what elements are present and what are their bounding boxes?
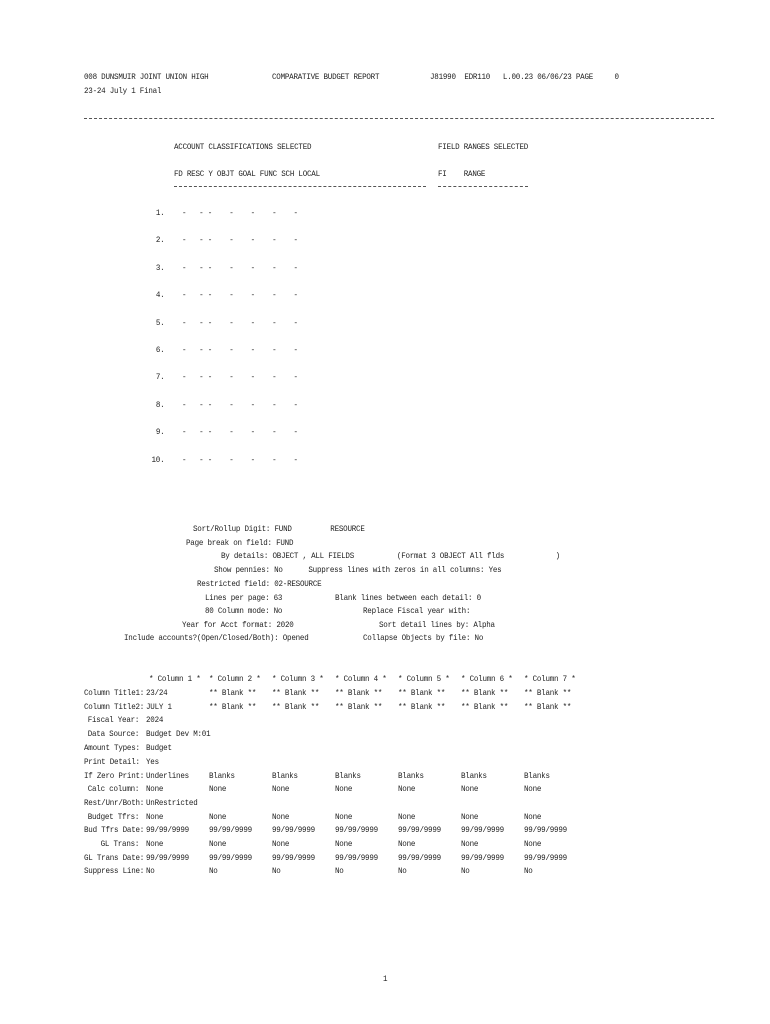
selection-row-pattern: - - - - - - - <box>182 209 298 218</box>
column-row-value: None <box>461 785 479 794</box>
column-row-label: Amount Types: <box>84 744 140 753</box>
column-row-value: No <box>524 867 533 876</box>
column-row-value: No <box>335 867 344 876</box>
column-row-value: ** Blank ** <box>461 703 509 712</box>
column-row-value: No <box>272 867 281 876</box>
column-header: * Column 5 * <box>398 675 450 684</box>
column-row-value: ** Blank ** <box>272 703 320 712</box>
column-row-value: None <box>461 813 479 822</box>
column-row-label: If Zero Print: <box>84 772 145 781</box>
column-row-value: 99/99/9999 <box>461 854 504 863</box>
column-row-value: None <box>398 840 416 849</box>
selection-row-pattern: - - - - - - - <box>182 236 298 246</box>
column-row-value: ** Blank ** <box>272 689 320 698</box>
column-row-value: None <box>461 840 479 849</box>
column-row-label: GL Trans: <box>100 840 140 849</box>
account-columns-underline <box>174 186 426 187</box>
selection-row-number: 4. <box>155 291 165 301</box>
column-row-value: None <box>146 813 164 822</box>
selection-row-pattern: - - - - - - - <box>182 400 298 410</box>
column-row-value: 99/99/9999 <box>524 854 567 863</box>
field-columns-underline <box>438 186 528 187</box>
column-row-value: Budget Dev M:01 <box>146 730 211 739</box>
selection-row-number: 3. <box>155 263 165 273</box>
column-row-label: Data Source: <box>87 730 140 739</box>
column-row-value: None <box>272 840 290 849</box>
column-row-label: Bud Tfrs Date: <box>84 826 145 835</box>
column-row-label: Column Title2: <box>84 703 145 712</box>
column-row-value: None <box>398 785 416 794</box>
sort-rollup-option: Sort/Rollup Digit: FUND RESOURCE <box>193 525 365 534</box>
column-row-value: ** Blank ** <box>335 703 383 712</box>
column-row-value: 99/99/9999 <box>272 826 315 835</box>
include-accounts-option: Include accounts?(Open/Closed/Both): Opened <box>124 634 309 643</box>
column-header: * Column 7 * <box>524 675 576 684</box>
column-row-value: Blanks <box>461 772 487 781</box>
selection-row-pattern: - - - - - - - <box>182 455 298 465</box>
column-row-value: ** Blank ** <box>398 703 446 712</box>
column-row-label: Print Detail: <box>84 758 140 767</box>
selection-row-pattern: - - - - - - - <box>182 318 298 328</box>
selection-row-pattern: - - - - - - - <box>182 346 298 355</box>
col80-option: 80 Column mode: No <box>205 607 283 616</box>
column-header: * Column 3 * <box>272 675 324 684</box>
column-row-value: Blanks <box>524 772 550 781</box>
account-classifications-heading: ACCOUNT CLASSIFICATIONS SELECTED <box>174 143 312 152</box>
column-row-value: 99/99/9999 <box>146 826 189 835</box>
selection-row-number: 2. <box>155 236 165 246</box>
field-ranges-heading: FIELD RANGES SELECTED <box>438 143 529 152</box>
column-row-value: ** Blank ** <box>524 703 572 712</box>
column-row-value: Blanks <box>398 772 424 781</box>
column-row-value: None <box>272 813 290 822</box>
selection-row-pattern: - - - - - - - <box>182 291 298 301</box>
collapse-objects-option: Collapse Objects by file: No <box>363 634 484 643</box>
column-row-value: No <box>209 867 218 876</box>
column-row-value: ** Blank ** <box>524 689 572 698</box>
column-row-label: Suppress Line: <box>84 867 145 876</box>
column-row-value: 99/99/9999 <box>398 826 441 835</box>
column-header: * Column 2 * <box>209 675 261 684</box>
column-row-value: Blanks <box>272 772 298 781</box>
column-row-value: Budget <box>146 744 172 753</box>
column-row-label: GL Trans Date: <box>84 854 145 863</box>
column-row-value: Blanks <box>209 772 235 781</box>
replace-fiscal-year-option: Replace Fiscal year with: <box>363 607 471 616</box>
sort-detail-option: Sort detail lines by: Alpha <box>379 621 495 630</box>
column-row-label: Column Title1: <box>84 689 145 698</box>
column-row-value: None <box>335 813 353 822</box>
column-row-value: None <box>209 785 227 794</box>
lines-per-page-option: Lines per page: 63 <box>205 594 283 603</box>
column-row-value: 99/99/9999 <box>209 826 252 835</box>
header-divider <box>84 118 714 119</box>
column-row-value: ** Blank ** <box>398 689 446 698</box>
column-row-value: 99/99/9999 <box>524 826 567 835</box>
org-name: 008 DUNSMUIR JOINT UNION HIGH <box>84 73 209 82</box>
report-subtitle: 23-24 July 1 Final <box>84 87 162 96</box>
column-row-value: No <box>398 867 407 876</box>
column-header: * Column 1 * <box>149 675 201 684</box>
column-row-value: 99/99/9999 <box>461 826 504 835</box>
restricted-field-option: Restricted field: 02-RESOURCE <box>197 580 322 589</box>
column-row-value: 99/99/9999 <box>398 854 441 863</box>
column-row-value: 23/24 <box>146 689 168 698</box>
selection-row-pattern: - - - - - - - <box>182 428 298 438</box>
page-number: 1 <box>383 975 388 984</box>
column-row-value: None <box>335 785 353 794</box>
column-row-value: ** Blank ** <box>209 703 257 712</box>
column-row-value: None <box>209 840 227 849</box>
column-row-value: UnRestricted <box>146 799 198 808</box>
by-details-option: By details: OBJECT , ALL FIELDS (Format 3 OBJECT All flds ) <box>221 552 560 561</box>
column-row-value: 2024 <box>146 716 164 725</box>
field-columns-header: FI RANGE <box>438 170 486 179</box>
selection-row-number: 1. <box>155 209 165 218</box>
column-row-value: None <box>524 840 542 849</box>
selection-row-pattern: - - - - - - - <box>182 263 298 273</box>
column-row-value: None <box>335 840 353 849</box>
column-row-value: None <box>146 840 164 849</box>
column-row-value: ** Blank ** <box>209 689 257 698</box>
column-row-value: None <box>524 813 542 822</box>
selection-row-number: 10. <box>151 455 165 465</box>
selection-row-number: 9. <box>155 428 165 438</box>
column-row-value: 99/99/9999 <box>146 854 189 863</box>
column-row-value: ** Blank ** <box>335 689 383 698</box>
report-id: J81990 EDR110 L.00.23 06/06/23 PAGE 0 <box>430 73 619 82</box>
report-title: COMPARATIVE BUDGET REPORT <box>272 73 380 82</box>
column-row-value: ** Blank ** <box>461 689 509 698</box>
column-row-label: Calc column: <box>87 785 140 794</box>
column-row-value: 99/99/9999 <box>335 854 378 863</box>
selection-row-number: 7. <box>155 373 165 383</box>
column-row-value: None <box>209 813 227 822</box>
column-row-value: None <box>146 785 164 794</box>
column-row-label: Budget Tfrs: <box>87 813 140 822</box>
column-row-value: JULY 1 <box>146 703 172 712</box>
column-row-value: Yes <box>146 758 159 767</box>
column-row-label: Fiscal Year: <box>87 716 140 725</box>
column-row-value: Blanks <box>335 772 361 781</box>
column-row-value: 99/99/9999 <box>335 826 378 835</box>
selection-row-number: 5. <box>155 318 165 328</box>
column-row-value: Underlines <box>146 772 189 781</box>
column-row-value: No <box>461 867 470 876</box>
column-row-value: None <box>524 785 542 794</box>
year-format-option: Year for Acct format: 2020 <box>182 621 294 630</box>
column-header: * Column 6 * <box>461 675 513 684</box>
show-pennies-option: Show pennies: No Suppress lines with zeros in all columns: Yes <box>214 566 502 575</box>
column-row-value: No <box>146 867 155 876</box>
page-break-option: Page break on field: FUND <box>186 539 294 548</box>
column-row-value: 99/99/9999 <box>209 854 252 863</box>
column-row-value: None <box>272 785 290 794</box>
blank-lines-option: Blank lines between each detail: 0 <box>335 594 481 603</box>
selection-row-number: 8. <box>155 400 165 410</box>
selection-row-number: 6. <box>155 346 165 355</box>
selection-row-pattern: - - - - - - - <box>182 373 298 383</box>
column-row-value: 99/99/9999 <box>272 854 315 863</box>
column-row-label: Rest/Unr/Both: <box>84 799 145 808</box>
column-header: * Column 4 * <box>335 675 387 684</box>
column-row-value: None <box>398 813 416 822</box>
account-columns-header: FD RESC Y OBJT GOAL FUNC SCH LOCAL <box>174 170 320 179</box>
